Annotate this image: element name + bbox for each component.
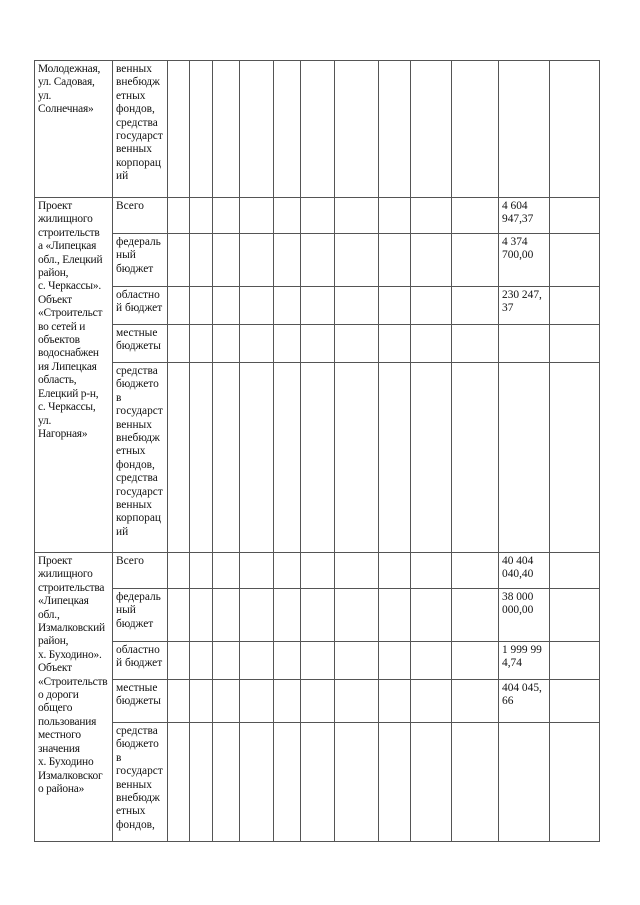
empty-cell: [301, 325, 335, 363]
cell-text: венных внебюдж етных фондов, средства государст венных корпорац ий: [116, 63, 163, 183]
empty-cell: [213, 363, 240, 553]
cell-text: 230 247, 37: [502, 289, 542, 315]
empty-cell: [301, 553, 335, 589]
empty-cell: [168, 680, 190, 723]
empty-cell: [190, 363, 213, 553]
empty-cell: [190, 198, 213, 234]
cell-text: областно й бюджет: [116, 289, 163, 315]
empty-cell: [240, 61, 274, 198]
empty-cell: [301, 642, 335, 680]
empty-cell: [274, 61, 301, 198]
empty-cell: [240, 589, 274, 642]
empty-cell: [213, 589, 240, 642]
empty-cell: [411, 723, 452, 842]
table-row: [35, 680, 600, 723]
table-row: [35, 363, 600, 553]
empty-cell: [301, 234, 335, 287]
funding-source-cell: [113, 642, 168, 680]
empty-cell: [335, 680, 379, 723]
table-row: [35, 198, 600, 234]
table-row: [35, 325, 600, 363]
cell-text: местные бюджеты: [116, 327, 161, 353]
empty-cell: [190, 553, 213, 589]
empty-cell: [213, 325, 240, 363]
table-row: [35, 287, 600, 325]
total-cell: [499, 61, 550, 198]
funding-source-cell: [113, 363, 168, 553]
cell-text: 4 374 700,00: [502, 236, 534, 262]
empty-cell: [411, 589, 452, 642]
cell-text: местные бюджеты: [116, 682, 161, 708]
table-row: [35, 234, 600, 287]
empty-cell: [168, 589, 190, 642]
empty-cell: [452, 553, 499, 589]
empty-cell: [274, 325, 301, 363]
cell-text: средства бюджето в государст венных внебюдж етных фондов, средства государст венных корпорац ий: [116, 365, 163, 538]
empty-cell: [274, 723, 301, 842]
empty-cell: [411, 680, 452, 723]
table-row: [35, 553, 600, 589]
cell-text: Всего: [116, 200, 144, 212]
empty-cell: [190, 61, 213, 198]
empty-cell: [411, 363, 452, 553]
table-body: [35, 61, 600, 842]
empty-cell: [379, 642, 411, 680]
project-cell: [35, 553, 113, 842]
empty-cell: [411, 325, 452, 363]
project-cell: [35, 61, 113, 198]
cell-text: Проект жилищного строительства «Липецкая обл., Измалковский район, х. Буходино». Объект «Строительств о дороги общего пользования местного значения х. Буходино Измалковског о района»: [38, 555, 108, 795]
empty-cell: [301, 680, 335, 723]
empty-cell: [213, 287, 240, 325]
funding-source-cell: [113, 61, 168, 198]
empty-cell: [240, 198, 274, 234]
empty-cell: [240, 325, 274, 363]
empty-cell: [240, 642, 274, 680]
empty-cell: [168, 61, 190, 198]
total-cell: [499, 642, 550, 680]
empty-cell: [550, 589, 600, 642]
empty-cell: [190, 325, 213, 363]
empty-cell: [550, 363, 600, 553]
total-cell: [499, 553, 550, 589]
empty-cell: [301, 61, 335, 198]
empty-cell: [379, 61, 411, 198]
table-row: [35, 723, 600, 842]
empty-cell: [335, 723, 379, 842]
empty-cell: [452, 680, 499, 723]
empty-cell: [452, 642, 499, 680]
empty-cell: [411, 61, 452, 198]
empty-cell: [190, 287, 213, 325]
empty-cell: [274, 287, 301, 325]
budget-table: [34, 60, 600, 842]
cell-text: 404 045, 66: [502, 682, 542, 708]
empty-cell: [379, 553, 411, 589]
empty-cell: [550, 642, 600, 680]
empty-cell: [411, 234, 452, 287]
empty-cell: [274, 642, 301, 680]
empty-cell: [274, 553, 301, 589]
empty-cell: [240, 723, 274, 842]
empty-cell: [335, 642, 379, 680]
table-row: [35, 589, 600, 642]
empty-cell: [452, 234, 499, 287]
funding-source-cell: [113, 287, 168, 325]
total-cell: [499, 325, 550, 363]
empty-cell: [379, 363, 411, 553]
empty-cell: [335, 234, 379, 287]
total-cell: [499, 363, 550, 553]
empty-cell: [213, 642, 240, 680]
empty-cell: [411, 553, 452, 589]
empty-cell: [301, 723, 335, 842]
empty-cell: [240, 680, 274, 723]
empty-cell: [379, 680, 411, 723]
cell-text: областно й бюджет: [116, 644, 163, 670]
empty-cell: [301, 198, 335, 234]
empty-cell: [335, 287, 379, 325]
empty-cell: [550, 198, 600, 234]
cell-text: федераль ный бюджет: [116, 236, 161, 275]
total-cell: [499, 680, 550, 723]
table-row: [35, 642, 600, 680]
cell-text: Проект жилищного строительств а «Липецкая обл., Елецкий район, с. Черкассы». Объект «Строительст во сетей и объектов водоснабжен ия Липецкая область, Елецкий р-н, с. Черкассы, ул. Нагорная»: [38, 200, 103, 440]
empty-cell: [301, 589, 335, 642]
empty-cell: [213, 723, 240, 842]
empty-cell: [452, 363, 499, 553]
empty-cell: [190, 723, 213, 842]
table-row: [35, 61, 600, 198]
cell-text: Молодежная, ул. Садовая, ул. Солнечная»: [38, 63, 101, 116]
empty-cell: [301, 287, 335, 325]
empty-cell: [452, 325, 499, 363]
empty-cell: [240, 234, 274, 287]
empty-cell: [213, 61, 240, 198]
empty-cell: [335, 61, 379, 198]
cell-text: 4 604 947,37: [502, 200, 534, 226]
empty-cell: [335, 198, 379, 234]
empty-cell: [452, 61, 499, 198]
empty-cell: [335, 553, 379, 589]
empty-cell: [550, 680, 600, 723]
project-cell: [35, 198, 113, 553]
empty-cell: [335, 589, 379, 642]
total-cell: [499, 234, 550, 287]
empty-cell: [190, 589, 213, 642]
empty-cell: [550, 723, 600, 842]
empty-cell: [411, 642, 452, 680]
empty-cell: [550, 325, 600, 363]
empty-cell: [168, 287, 190, 325]
cell-text: Всего: [116, 555, 144, 567]
empty-cell: [379, 287, 411, 325]
empty-cell: [240, 287, 274, 325]
funding-source-cell: [113, 680, 168, 723]
total-cell: [499, 589, 550, 642]
cell-text: федераль ный бюджет: [116, 591, 161, 630]
cell-text: 1 999 99 4,74: [502, 644, 542, 670]
empty-cell: [168, 553, 190, 589]
empty-cell: [213, 198, 240, 234]
empty-cell: [379, 589, 411, 642]
empty-cell: [213, 680, 240, 723]
empty-cell: [274, 589, 301, 642]
empty-cell: [274, 363, 301, 553]
empty-cell: [190, 234, 213, 287]
empty-cell: [190, 680, 213, 723]
funding-source-cell: [113, 198, 168, 234]
empty-cell: [168, 642, 190, 680]
funding-source-cell: [113, 589, 168, 642]
empty-cell: [452, 198, 499, 234]
empty-cell: [379, 234, 411, 287]
empty-cell: [240, 363, 274, 553]
empty-cell: [550, 287, 600, 325]
empty-cell: [240, 553, 274, 589]
empty-cell: [168, 325, 190, 363]
funding-source-cell: [113, 234, 168, 287]
cell-text: средства бюджето в государст венных внебюдж етных фондов,: [116, 725, 163, 831]
empty-cell: [168, 198, 190, 234]
total-cell: [499, 198, 550, 234]
total-cell: [499, 723, 550, 842]
empty-cell: [301, 363, 335, 553]
empty-cell: [379, 198, 411, 234]
funding-source-cell: [113, 325, 168, 363]
empty-cell: [452, 287, 499, 325]
empty-cell: [335, 363, 379, 553]
empty-cell: [168, 363, 190, 553]
empty-cell: [452, 723, 499, 842]
empty-cell: [213, 553, 240, 589]
empty-cell: [213, 234, 240, 287]
empty-cell: [274, 234, 301, 287]
empty-cell: [274, 680, 301, 723]
total-cell: [499, 287, 550, 325]
empty-cell: [379, 723, 411, 842]
cell-text: 40 404 040,40: [502, 555, 534, 581]
funding-source-cell: [113, 723, 168, 842]
empty-cell: [411, 287, 452, 325]
empty-cell: [168, 723, 190, 842]
empty-cell: [274, 198, 301, 234]
empty-cell: [550, 553, 600, 589]
empty-cell: [550, 61, 600, 198]
cell-text: 38 000 000,00: [502, 591, 534, 617]
empty-cell: [411, 198, 452, 234]
empty-cell: [452, 589, 499, 642]
empty-cell: [168, 234, 190, 287]
empty-cell: [335, 325, 379, 363]
empty-cell: [190, 642, 213, 680]
empty-cell: [379, 325, 411, 363]
funding-source-cell: [113, 553, 168, 589]
empty-cell: [550, 234, 600, 287]
